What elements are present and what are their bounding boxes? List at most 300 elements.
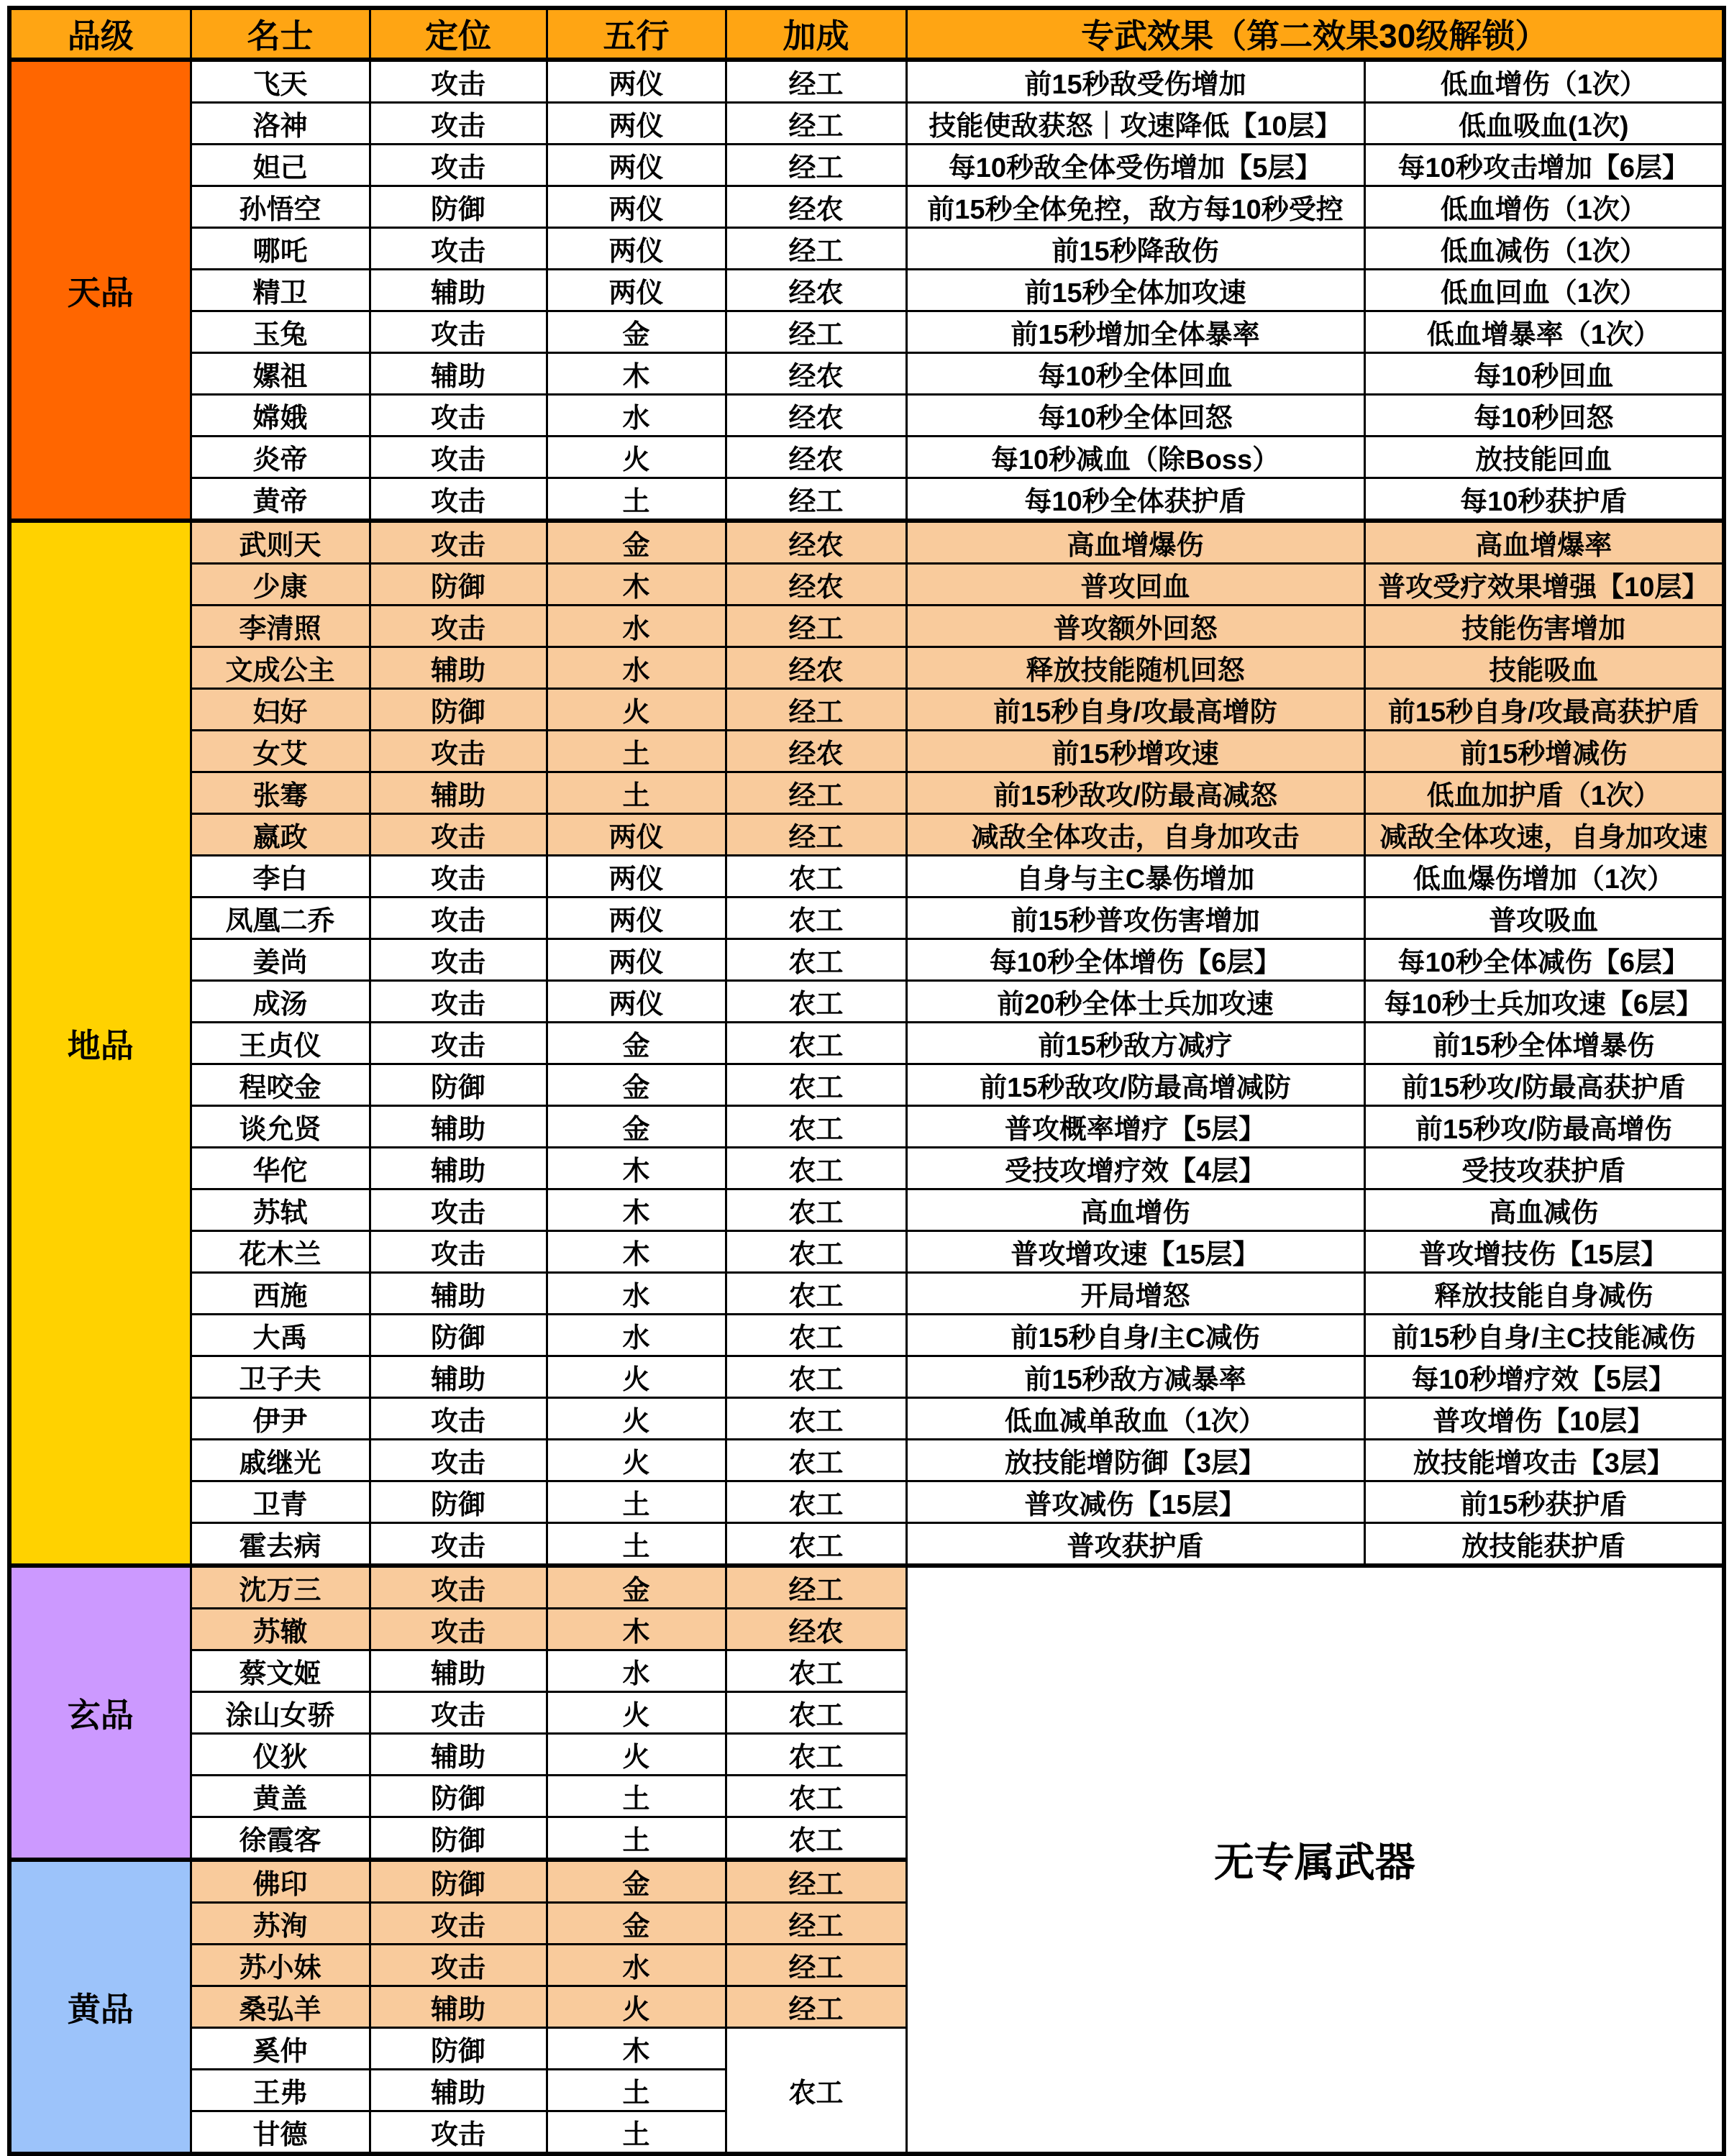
effect2-cell: 每10秒全体减伤【6层】: [1364, 939, 1724, 981]
effect1-cell: 减敌全体攻击，自身加攻击: [906, 814, 1364, 856]
element-cell: 水: [547, 1945, 726, 1986]
name-cell: 蔡文姬: [191, 1650, 370, 1692]
effect1-cell: 释放技能随机回怒: [906, 647, 1364, 689]
effect2-cell: 前15秒增减伤: [1364, 731, 1724, 772]
role-cell: 辅助: [370, 1734, 547, 1776]
element-cell: 两仪: [547, 145, 726, 186]
role-cell: 辅助: [370, 270, 547, 311]
bonus-cell: 经工: [726, 1986, 906, 2028]
bonus-cell: 经农: [726, 395, 906, 437]
element-cell: 木: [547, 1148, 726, 1189]
name-cell: 李清照: [191, 606, 370, 647]
role-cell: 攻击: [370, 395, 547, 437]
effect2-cell: 受技攻获护盾: [1364, 1148, 1724, 1189]
element-cell: 土: [547, 1776, 726, 1817]
name-cell: 桑弘羊: [191, 1986, 370, 2028]
element-cell: 两仪: [547, 814, 726, 856]
bonus-cell: 经工: [726, 1903, 906, 1945]
table-row: [9, 437, 1724, 478]
role-cell: 攻击: [370, 437, 547, 478]
bonus-cell: 经工: [726, 1945, 906, 1986]
effect1-cell: 前15秒普攻伤害增加: [906, 897, 1364, 939]
bonus-cell: 农工: [726, 1734, 906, 1776]
name-cell: 女艾: [191, 731, 370, 772]
table-row: [9, 311, 1724, 353]
col-header-weapon-effect: 专武效果（第二效果30级解锁）: [906, 8, 1724, 60]
role-cell: 攻击: [370, 521, 547, 564]
element-cell: 火: [547, 689, 726, 731]
bonus-cell: 经工: [726, 228, 906, 270]
name-cell: 霍去病: [191, 1523, 370, 1566]
effect2-cell: 普攻增技伤【15层】: [1364, 1231, 1724, 1273]
effect1-cell: 开局增怒: [906, 1273, 1364, 1315]
name-cell: 涂山女骄: [191, 1692, 370, 1734]
role-cell: 攻击: [370, 1609, 547, 1650]
table-row: [9, 1523, 1724, 1566]
effect1-cell: 前15秒全体免控，敌方每10秒受控: [906, 186, 1364, 228]
bonus-cell: 经农: [726, 1609, 906, 1650]
element-cell: 火: [547, 1356, 726, 1398]
name-cell: 成汤: [191, 981, 370, 1023]
bonus-cell: 农工: [726, 897, 906, 939]
effect1-cell: 前15秒敌方减疗: [906, 1023, 1364, 1064]
name-cell: 凤凰二乔: [191, 897, 370, 939]
bonus-cell: 农工: [726, 939, 906, 981]
effect1-cell: 受技攻增疗效【4层】: [906, 1148, 1364, 1189]
role-cell: 辅助: [370, 647, 547, 689]
bonus-cell: 经农: [726, 270, 906, 311]
effect2-cell: 前15秒攻/防最高增伤: [1364, 1106, 1724, 1148]
effect1-cell: 低血减单敌血（1次）: [906, 1398, 1364, 1440]
role-cell: 攻击: [370, 1440, 547, 1481]
role-cell: 防御: [370, 1817, 547, 1860]
name-cell: 佛印: [191, 1860, 370, 1903]
effect1-cell: 高血增爆伤: [906, 521, 1364, 564]
name-cell: 伊尹: [191, 1398, 370, 1440]
element-cell: 木: [547, 1609, 726, 1650]
element-cell: 土: [547, 2070, 726, 2111]
bonus-cell: 农工: [726, 1106, 906, 1148]
role-cell: 防御: [370, 186, 547, 228]
role-cell: 辅助: [370, 1106, 547, 1148]
effect1-cell: 普攻获护盾: [906, 1523, 1364, 1566]
role-cell: 辅助: [370, 1356, 547, 1398]
bonus-cell: 农工: [726, 1692, 906, 1734]
role-cell: 防御: [370, 1776, 547, 1817]
name-cell: 妇好: [191, 689, 370, 731]
bonus-cell: 经工: [726, 311, 906, 353]
table-row: [9, 981, 1724, 1023]
effect2-cell: 低血吸血(1次): [1364, 103, 1724, 145]
effect1-cell: 普攻减伤【15层】: [906, 1481, 1364, 1523]
effect1-cell: 前15秒降敌伤: [906, 228, 1364, 270]
element-cell: 两仪: [547, 103, 726, 145]
element-cell: 木: [547, 353, 726, 395]
bonus-cell: 经工: [726, 145, 906, 186]
name-cell: 甘德: [191, 2111, 370, 2155]
effect1-cell: 前15秒增攻速: [906, 731, 1364, 772]
table-row: [9, 353, 1724, 395]
element-cell: 金: [547, 1064, 726, 1106]
element-cell: 两仪: [547, 270, 726, 311]
role-cell: 攻击: [370, 478, 547, 521]
name-cell: 嬴政: [191, 814, 370, 856]
table-row: [9, 270, 1724, 311]
name-cell: 戚继光: [191, 1440, 370, 1481]
role-cell: 攻击: [370, 1566, 547, 1609]
effect1-cell: 前15秒全体加攻速: [906, 270, 1364, 311]
col-header-name: 名士: [191, 8, 370, 60]
bonus-cell: 农工: [726, 1023, 906, 1064]
role-cell: 攻击: [370, 103, 547, 145]
effect2-cell: 放技能获护盾: [1364, 1523, 1724, 1566]
name-cell: 沈万三: [191, 1566, 370, 1609]
name-cell: 炎帝: [191, 437, 370, 478]
name-cell: 少康: [191, 564, 370, 606]
element-cell: 水: [547, 647, 726, 689]
role-cell: 防御: [370, 1860, 547, 1903]
name-cell: 张骞: [191, 772, 370, 814]
role-cell: 攻击: [370, 1903, 547, 1945]
role-cell: 攻击: [370, 145, 547, 186]
role-cell: 辅助: [370, 772, 547, 814]
effect2-cell: 低血回血（1次）: [1364, 270, 1724, 311]
name-cell: 孙悟空: [191, 186, 370, 228]
name-cell: 苏轼: [191, 1189, 370, 1231]
bonus-cell: 经农: [726, 521, 906, 564]
bonus-cell: 农工: [726, 1356, 906, 1398]
bonus-cell: 经工: [726, 478, 906, 521]
bonus-cell: 农工: [726, 1398, 906, 1440]
effect1-cell: 普攻增攻速【15层】: [906, 1231, 1364, 1273]
name-cell: 奚仲: [191, 2028, 370, 2070]
effect1-cell: 前15秒敌攻/防最高减怒: [906, 772, 1364, 814]
role-cell: 攻击: [370, 731, 547, 772]
header-row: [9, 8, 1724, 60]
table-row: [9, 1189, 1724, 1231]
effect2-cell: 技能伤害增加: [1364, 606, 1724, 647]
role-cell: 攻击: [370, 814, 547, 856]
effect2-cell: 每10秒回血: [1364, 353, 1724, 395]
effect2-cell: 每10秒增疗效【5层】: [1364, 1356, 1724, 1398]
name-cell: 武则天: [191, 521, 370, 564]
effect2-cell: 每10秒攻击增加【6层】: [1364, 145, 1724, 186]
bonus-cell: 农工: [726, 1189, 906, 1231]
element-cell: 两仪: [547, 856, 726, 897]
bonus-cell: 经工: [726, 689, 906, 731]
bonus-cell: 经农: [726, 437, 906, 478]
effect1-cell: 每10秒全体回怒: [906, 395, 1364, 437]
name-cell: 苏洵: [191, 1903, 370, 1945]
table-row: [9, 228, 1724, 270]
table-row: [9, 103, 1724, 145]
role-cell: 辅助: [370, 353, 547, 395]
role-cell: 攻击: [370, 1692, 547, 1734]
name-cell: 西施: [191, 1273, 370, 1315]
effect1-cell: 普攻额外回怒: [906, 606, 1364, 647]
effect1-cell: 高血增伤: [906, 1189, 1364, 1231]
role-cell: 攻击: [370, 311, 547, 353]
element-cell: 火: [547, 1986, 726, 2028]
table-row: [9, 478, 1724, 521]
bonus-cell: 农工: [726, 1523, 906, 1566]
bonus-cell: 农工: [726, 1481, 906, 1523]
role-cell: 攻击: [370, 1231, 547, 1273]
element-cell: 两仪: [547, 897, 726, 939]
effect2-cell: 放技能回血: [1364, 437, 1724, 478]
col-header-bonus: 加成: [726, 8, 906, 60]
effect2-cell: 减敌全体攻速，自身加攻速: [1364, 814, 1724, 856]
role-cell: 防御: [370, 1481, 547, 1523]
role-cell: 辅助: [370, 1148, 547, 1189]
name-cell: 苏小妹: [191, 1945, 370, 1986]
element-cell: 土: [547, 2111, 726, 2155]
table-row: [9, 1566, 1724, 1609]
bonus-cell: 经工: [726, 60, 906, 103]
bonus-cell: 农工: [726, 856, 906, 897]
role-cell: 防御: [370, 2028, 547, 2070]
element-cell: 金: [547, 1903, 726, 1945]
role-cell: 攻击: [370, 1398, 547, 1440]
bonus-cell: 经农: [726, 731, 906, 772]
bonus-cell: 经农: [726, 647, 906, 689]
table-row: [9, 1231, 1724, 1273]
element-cell: 土: [547, 731, 726, 772]
element-cell: 木: [547, 2028, 726, 2070]
table-row: [9, 1356, 1724, 1398]
name-cell: 花木兰: [191, 1231, 370, 1273]
element-cell: 土: [547, 1523, 726, 1566]
element-cell: 木: [547, 1189, 726, 1231]
table-row: [9, 1023, 1724, 1064]
element-cell: 水: [547, 606, 726, 647]
character-table: [7, 6, 1726, 2156]
effect1-cell: 每10秒敌全体受伤增加【5层】: [906, 145, 1364, 186]
element-cell: 金: [547, 1023, 726, 1064]
effect2-cell: 每10秒士兵加攻速【6层】: [1364, 981, 1724, 1023]
element-cell: 水: [547, 1273, 726, 1315]
name-cell: 黄盖: [191, 1776, 370, 1817]
name-cell: 卫青: [191, 1481, 370, 1523]
effect2-cell: 释放技能自身减伤: [1364, 1273, 1724, 1315]
table-row: [9, 1273, 1724, 1315]
name-cell: 程咬金: [191, 1064, 370, 1106]
role-cell: 攻击: [370, 1023, 547, 1064]
name-cell: 黄帝: [191, 478, 370, 521]
element-cell: 土: [547, 1817, 726, 1860]
table-row: [9, 856, 1724, 897]
table-row: [9, 145, 1724, 186]
bonus-cell: 经工: [726, 606, 906, 647]
col-header-grade: 品级: [9, 8, 191, 60]
table-row: [9, 897, 1724, 939]
bonus-cell: 农工: [726, 1776, 906, 1817]
effect1-cell: 每10秒全体增伤【6层】: [906, 939, 1364, 981]
element-cell: 火: [547, 1398, 726, 1440]
effect2-cell: 低血增伤（1次）: [1364, 60, 1724, 103]
effect1-cell: 前20秒全体士兵加攻速: [906, 981, 1364, 1023]
element-cell: 土: [547, 478, 726, 521]
effect1-cell: 前15秒自身/主C减伤: [906, 1315, 1364, 1356]
element-cell: 两仪: [547, 981, 726, 1023]
table-row: [9, 1106, 1724, 1148]
element-cell: 土: [547, 772, 726, 814]
effect2-cell: 技能吸血: [1364, 647, 1724, 689]
name-cell: 文成公主: [191, 647, 370, 689]
bonus-cell: 经农: [726, 186, 906, 228]
role-cell: 攻击: [370, 2111, 547, 2155]
group-cell-huangpin: 黄品: [9, 1860, 191, 2154]
name-cell: 王贞仪: [191, 1023, 370, 1064]
table-row: [9, 186, 1724, 228]
name-cell: 玉兔: [191, 311, 370, 353]
role-cell: 攻击: [370, 606, 547, 647]
bonus-cell: 经农: [726, 353, 906, 395]
effect1-cell: 每10秒全体获护盾: [906, 478, 1364, 521]
name-cell: 哪吒: [191, 228, 370, 270]
effect2-cell: 低血爆伤增加（1次）: [1364, 856, 1724, 897]
name-cell: 飞天: [191, 60, 370, 103]
role-cell: 防御: [370, 689, 547, 731]
name-cell: 仪狄: [191, 1734, 370, 1776]
element-cell: 水: [547, 1650, 726, 1692]
table-row: [9, 1398, 1724, 1440]
name-cell: 嫘祖: [191, 353, 370, 395]
effect1-cell: 自身与主C暴伤增加: [906, 856, 1364, 897]
bonus-cell: 农工: [726, 1064, 906, 1106]
effect2-cell: 前15秒自身/攻最高获护盾: [1364, 689, 1724, 731]
element-cell: 水: [547, 1315, 726, 1356]
effect1-cell: 放技能增防御【3层】: [906, 1440, 1364, 1481]
element-cell: 木: [547, 1231, 726, 1273]
name-cell: 洛神: [191, 103, 370, 145]
role-cell: 攻击: [370, 897, 547, 939]
name-cell: 精卫: [191, 270, 370, 311]
name-cell: 徐霞客: [191, 1817, 370, 1860]
table-row: [9, 772, 1724, 814]
effect1-cell: 前15秒增加全体暴率: [906, 311, 1364, 353]
no-weapon-cell: 无专属武器: [906, 1566, 1724, 2154]
bonus-cell: 农工: [726, 1650, 906, 1692]
table-row: [9, 521, 1724, 564]
role-cell: 防御: [370, 564, 547, 606]
col-header-element: 五行: [547, 8, 726, 60]
group-cell-dipin: 地品: [9, 521, 191, 1566]
table-row: [9, 1315, 1724, 1356]
role-cell: 攻击: [370, 981, 547, 1023]
bonus-cell: 经工: [726, 1566, 906, 1609]
table-row: [9, 689, 1724, 731]
element-cell: 金: [547, 1566, 726, 1609]
bonus-cell: 经工: [726, 1860, 906, 1903]
role-cell: 攻击: [370, 1189, 547, 1231]
bonus-cell: 农工: [726, 1148, 906, 1189]
table-row: [9, 1148, 1724, 1189]
table-row: [9, 395, 1724, 437]
role-cell: 攻击: [370, 1945, 547, 1986]
name-cell: 嫦娥: [191, 395, 370, 437]
effect2-cell: 普攻增伤【10层】: [1364, 1398, 1724, 1440]
effect2-cell: 低血增伤（1次）: [1364, 186, 1724, 228]
element-cell: 火: [547, 1692, 726, 1734]
effect1-cell: 前15秒敌攻/防最高增减防: [906, 1064, 1364, 1106]
role-cell: 攻击: [370, 1523, 547, 1566]
name-cell: 妲己: [191, 145, 370, 186]
name-cell: 大禹: [191, 1315, 370, 1356]
role-cell: 辅助: [370, 1273, 547, 1315]
bonus-cell: 农工: [726, 2028, 906, 2155]
effect1-cell: 前15秒敌受伤增加: [906, 60, 1364, 103]
group-cell-tianpin: 天品: [9, 60, 191, 521]
effect1-cell: 前15秒敌方减暴率: [906, 1356, 1364, 1398]
name-cell: 姜尚: [191, 939, 370, 981]
name-cell: 华佗: [191, 1148, 370, 1189]
element-cell: 金: [547, 1860, 726, 1903]
effect2-cell: 每10秒获护盾: [1364, 478, 1724, 521]
element-cell: 两仪: [547, 60, 726, 103]
effect2-cell: 前15秒攻/防最高获护盾: [1364, 1064, 1724, 1106]
role-cell: 防御: [370, 1315, 547, 1356]
effect1-cell: 前15秒自身/攻最高增防: [906, 689, 1364, 731]
bonus-cell: 经工: [726, 103, 906, 145]
effect2-cell: 每10秒回怒: [1364, 395, 1724, 437]
name-cell: 谈允贤: [191, 1106, 370, 1148]
element-cell: 两仪: [547, 939, 726, 981]
element-cell: 金: [547, 521, 726, 564]
effect1-cell: 普攻回血: [906, 564, 1364, 606]
effect2-cell: 放技能增攻击【3层】: [1364, 1440, 1724, 1481]
bonus-cell: 农工: [726, 1231, 906, 1273]
table-row: [9, 1481, 1724, 1523]
effect2-cell: 低血增暴率（1次）: [1364, 311, 1724, 353]
table-row: [9, 564, 1724, 606]
name-cell: 王弗: [191, 2070, 370, 2111]
effect2-cell: 高血增爆率: [1364, 521, 1724, 564]
bonus-cell: 农工: [726, 1273, 906, 1315]
effect2-cell: 高血减伤: [1364, 1189, 1724, 1231]
bonus-cell: 经工: [726, 814, 906, 856]
element-cell: 水: [547, 395, 726, 437]
bonus-cell: 农工: [726, 1440, 906, 1481]
effect2-cell: 普攻吸血: [1364, 897, 1724, 939]
element-cell: 两仪: [547, 186, 726, 228]
element-cell: 土: [547, 1481, 726, 1523]
table-row: [9, 647, 1724, 689]
bonus-cell: 农工: [726, 981, 906, 1023]
effect2-cell: 普攻受疗效果增强【10层】: [1364, 564, 1724, 606]
effect2-cell: 前15秒全体增暴伤: [1364, 1023, 1724, 1064]
role-cell: 防御: [370, 1064, 547, 1106]
table-row: [9, 1440, 1724, 1481]
effect2-cell: 前15秒获护盾: [1364, 1481, 1724, 1523]
effect2-cell: 低血减伤（1次）: [1364, 228, 1724, 270]
element-cell: 木: [547, 564, 726, 606]
element-cell: 火: [547, 437, 726, 478]
role-cell: 辅助: [370, 2070, 547, 2111]
bonus-cell: 农工: [726, 1315, 906, 1356]
element-cell: 金: [547, 1106, 726, 1148]
table-row: [9, 731, 1724, 772]
name-cell: 卫子夫: [191, 1356, 370, 1398]
effect2-cell: 前15秒自身/主C技能减伤: [1364, 1315, 1724, 1356]
table-row: [9, 814, 1724, 856]
role-cell: 攻击: [370, 856, 547, 897]
element-cell: 两仪: [547, 228, 726, 270]
bonus-cell: 经农: [726, 564, 906, 606]
role-cell: 攻击: [370, 60, 547, 103]
role-cell: 辅助: [370, 1650, 547, 1692]
role-cell: 攻击: [370, 228, 547, 270]
